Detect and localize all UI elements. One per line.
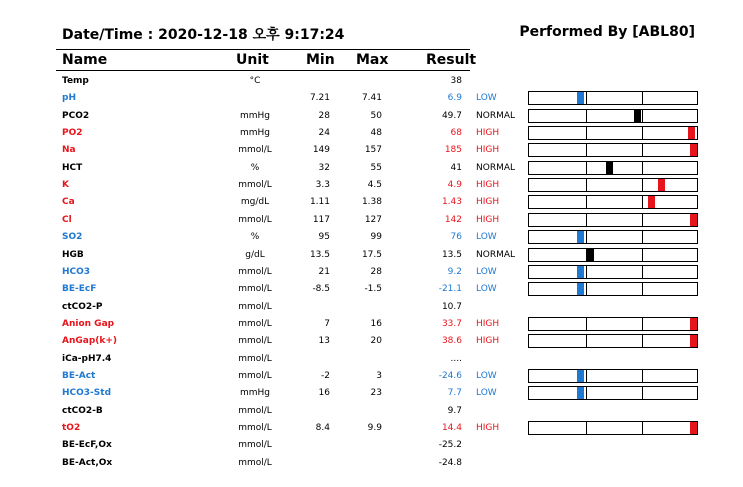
row-unit: mmol/L [238, 301, 272, 312]
row-unit: mmol/L [238, 336, 272, 347]
row-name: SO2 [62, 232, 83, 243]
table-row [0, 333, 743, 350]
row-flag: LOW [476, 284, 497, 295]
range-bar-marker [690, 144, 697, 156]
range-bar-divider [642, 335, 643, 347]
range-bar-divider [642, 283, 643, 295]
table-row [0, 264, 743, 281]
range-bar-divider [642, 249, 643, 261]
table-row [0, 90, 743, 107]
row-name: iCa-pH7.4 [62, 353, 112, 364]
row-max: 4.5 [367, 180, 382, 191]
column-header-min: Min [306, 52, 335, 68]
row-name: ctCO2-P [62, 301, 103, 312]
range-bar [528, 421, 698, 435]
row-unit: mg/dL [240, 197, 270, 208]
range-bar [528, 109, 698, 123]
table-row [0, 455, 743, 472]
row-max: -1.5 [364, 284, 382, 295]
column-header-name: Name [62, 52, 108, 68]
range-bar [528, 161, 698, 175]
row-unit: mmol/L [238, 145, 272, 156]
range-bar-marker [577, 266, 584, 278]
row-unit: % [250, 162, 260, 173]
row-max: 7.41 [361, 93, 382, 104]
row-flag: HIGH [476, 336, 500, 347]
row-result: 38.6 [441, 336, 462, 347]
row-min: 117 [312, 214, 330, 225]
range-bar-divider [586, 283, 587, 295]
range-bar-divider [642, 370, 643, 382]
row-max: 157 [364, 145, 382, 156]
row-unit: mmHg [239, 388, 270, 399]
row-result: -21.1 [438, 284, 462, 295]
row-min: 1.11 [309, 197, 330, 208]
row-unit: mmol/L [238, 180, 272, 191]
range-bar-marker [606, 162, 613, 174]
range-bar-divider [586, 92, 587, 104]
row-min: 95 [318, 232, 330, 243]
row-flag: LOW [476, 266, 497, 277]
row-result: 1.43 [441, 197, 462, 208]
row-result: .... [450, 353, 462, 364]
table-row [0, 299, 743, 316]
range-bar-divider [586, 370, 587, 382]
row-result: -25.2 [438, 440, 462, 451]
row-max: 48 [370, 128, 382, 139]
range-bar [528, 178, 698, 192]
range-bar-divider [642, 266, 643, 278]
table-row [0, 385, 743, 402]
row-flag: LOW [476, 232, 497, 243]
table-row [0, 316, 743, 333]
range-bar [528, 230, 698, 244]
row-flag: LOW [476, 93, 497, 104]
row-name: HCO3 [62, 266, 91, 277]
row-flag: HIGH [476, 214, 500, 225]
row-flag: HIGH [476, 423, 500, 433]
row-min: 13.5 [309, 249, 330, 260]
row-min: -8.5 [312, 284, 330, 295]
row-name: K [62, 180, 69, 191]
row-flag: NORMAL [476, 249, 516, 260]
row-min: 16 [318, 388, 330, 399]
range-bar-divider [586, 335, 587, 347]
row-name: Temp [62, 76, 89, 86]
row-unit: mmol/L [238, 423, 272, 433]
row-result: 68 [450, 128, 462, 139]
range-bar-marker [658, 179, 665, 191]
row-name: BE-EcF,Ox [62, 440, 112, 451]
row-min: 3.3 [315, 180, 330, 191]
row-flag: NORMAL [476, 162, 516, 173]
range-bar [528, 143, 698, 157]
row-max: 1.38 [361, 197, 382, 208]
table-row [0, 142, 743, 159]
row-result: 10.7 [441, 301, 462, 312]
range-bar [528, 386, 698, 400]
row-unit: % [250, 232, 260, 243]
row-flag: HIGH [476, 145, 500, 156]
range-bar-divider [642, 110, 643, 122]
range-bar-divider [586, 144, 587, 156]
row-name: Ca [62, 197, 75, 208]
range-bar [528, 126, 698, 140]
row-result: 14.4 [441, 423, 462, 433]
range-bar-divider [586, 110, 587, 122]
row-result: 185 [444, 145, 462, 156]
table-row [0, 420, 743, 437]
row-max: 28 [370, 266, 382, 277]
row-unit: mmol/L [238, 353, 272, 364]
range-bar-marker [690, 318, 697, 330]
range-bar-marker [577, 92, 584, 104]
row-name: HCO3-Std [62, 388, 112, 399]
range-bar-marker [688, 127, 695, 139]
range-bar-divider [586, 127, 587, 139]
row-result: 142 [444, 214, 462, 225]
table-row [0, 177, 743, 194]
range-bar-marker [648, 196, 655, 208]
row-min: 7 [324, 318, 330, 329]
row-unit: mmHg [239, 128, 270, 139]
row-name: ctCO2-B [62, 405, 103, 416]
table-row [0, 351, 743, 368]
range-bar [528, 334, 698, 348]
row-name: PO2 [62, 128, 83, 139]
row-min: 24 [318, 128, 330, 139]
row-flag: HIGH [476, 128, 500, 139]
row-max: 127 [364, 214, 382, 225]
row-max: 99 [370, 232, 382, 243]
row-max: 50 [370, 110, 382, 121]
row-max: 17.5 [361, 249, 382, 260]
performed-by-label: Performed By [ABL80] [519, 24, 695, 40]
header-bottom-rule [56, 70, 470, 71]
row-unit: mmol/L [238, 370, 272, 381]
row-name: BE-Act [62, 370, 96, 381]
table-row [0, 281, 743, 298]
range-bar-marker [634, 110, 641, 122]
range-bar-divider [642, 179, 643, 191]
range-bar-divider [586, 387, 587, 399]
row-name: Anion Gap [62, 318, 115, 329]
row-flag: HIGH [476, 197, 500, 208]
range-bar-divider [642, 144, 643, 156]
range-bar-divider [586, 196, 587, 208]
row-unit: mmol/L [238, 440, 272, 451]
row-min: 7.21 [309, 93, 330, 104]
row-unit: mmol/L [238, 318, 272, 329]
range-bar [528, 369, 698, 383]
table-row [0, 229, 743, 246]
range-bar-marker [577, 283, 584, 295]
row-name: AnGap(k+) [62, 336, 118, 347]
row-name: pH [62, 93, 76, 104]
range-bar-divider [586, 231, 587, 243]
row-name: tO2 [62, 423, 81, 433]
range-bar-divider [642, 214, 643, 226]
row-unit: mmol/L [238, 266, 272, 277]
row-unit: °C [249, 76, 261, 86]
row-min: 13 [318, 336, 330, 347]
row-name: HCT [62, 162, 83, 173]
datetime-label: Date/Time : 2020-12-18 오후 9:17:24 [62, 27, 345, 43]
row-result: -24.6 [438, 370, 462, 381]
table-row [0, 212, 743, 229]
range-bar-divider [586, 179, 587, 191]
row-max: 9.9 [367, 423, 382, 433]
row-name: Na [62, 145, 76, 156]
range-bar-marker [577, 370, 584, 382]
range-bar [528, 91, 698, 105]
column-header-max: Max [356, 52, 389, 68]
row-min: 28 [318, 110, 330, 121]
table-row [0, 160, 743, 177]
row-min: -2 [321, 370, 330, 381]
row-min: 149 [312, 145, 330, 156]
range-bar [528, 248, 698, 262]
row-result: 38 [450, 76, 462, 86]
row-result: 13.5 [441, 249, 462, 260]
row-flag: HIGH [476, 318, 500, 329]
range-bar-marker [587, 249, 594, 261]
row-min: 21 [318, 266, 330, 277]
table-row [0, 403, 743, 420]
range-bar-divider [586, 162, 587, 174]
range-bar [528, 195, 698, 209]
range-bar-divider [642, 127, 643, 139]
row-unit: mmol/L [238, 284, 272, 295]
column-header-unit: Unit [236, 52, 269, 68]
table-row [0, 247, 743, 264]
row-result: 7.7 [447, 388, 462, 399]
row-unit: mmol/L [238, 457, 272, 468]
range-bar-divider [642, 318, 643, 330]
row-result: 9.7 [447, 405, 462, 416]
row-name: HGB [62, 249, 84, 260]
row-result: 33.7 [441, 318, 462, 329]
header-top-rule [56, 49, 470, 50]
table-row [0, 108, 743, 125]
row-name: BE-Act,Ox [62, 457, 113, 468]
range-bar-divider [586, 318, 587, 330]
row-flag: HIGH [476, 180, 500, 191]
range-bar-divider [586, 422, 587, 434]
range-bar-divider [586, 266, 587, 278]
range-bar-divider [642, 92, 643, 104]
row-result: -24.8 [438, 457, 462, 468]
column-header-result: Result [426, 52, 477, 68]
row-result: 6.9 [447, 93, 462, 104]
row-min: 32 [318, 162, 330, 173]
table-row [0, 437, 743, 454]
range-bar [528, 282, 698, 296]
range-bar-divider [586, 214, 587, 226]
row-result: 41 [450, 162, 462, 173]
range-bar-divider [642, 231, 643, 243]
row-max: 20 [370, 336, 382, 347]
row-unit: g/dL [245, 249, 265, 260]
range-bar-divider [642, 162, 643, 174]
table-row [0, 194, 743, 211]
row-name: PCO2 [62, 110, 90, 121]
row-flag: NORMAL [476, 110, 516, 121]
row-result: 49.7 [441, 110, 462, 121]
row-min: 8.4 [315, 423, 330, 433]
table-row [0, 368, 743, 385]
range-bar-divider [642, 387, 643, 399]
row-flag: LOW [476, 370, 497, 381]
row-result: 76 [450, 232, 462, 243]
row-flag: LOW [476, 388, 497, 399]
range-bar-divider [642, 196, 643, 208]
range-bar-marker [690, 422, 697, 434]
range-bar [528, 317, 698, 331]
range-bar [528, 213, 698, 227]
range-bar-divider [642, 422, 643, 434]
range-bar-marker [577, 387, 584, 399]
table-row [0, 125, 743, 142]
range-bar-marker [577, 231, 584, 243]
row-max: 3 [376, 370, 382, 381]
row-max: 16 [370, 318, 382, 329]
row-result: 9.2 [447, 266, 462, 277]
row-max: 55 [370, 162, 382, 173]
range-bar-marker [690, 335, 697, 347]
row-max: 23 [370, 388, 382, 399]
row-unit: mmol/L [238, 405, 272, 416]
row-unit: mmol/L [238, 214, 272, 225]
row-name: BE-EcF [62, 284, 97, 295]
row-result: 4.9 [447, 180, 462, 191]
range-bar-marker [690, 214, 697, 226]
range-bar [528, 265, 698, 279]
row-name: Cl [62, 214, 72, 225]
row-unit: mmHg [239, 110, 270, 121]
table-row [0, 73, 743, 90]
